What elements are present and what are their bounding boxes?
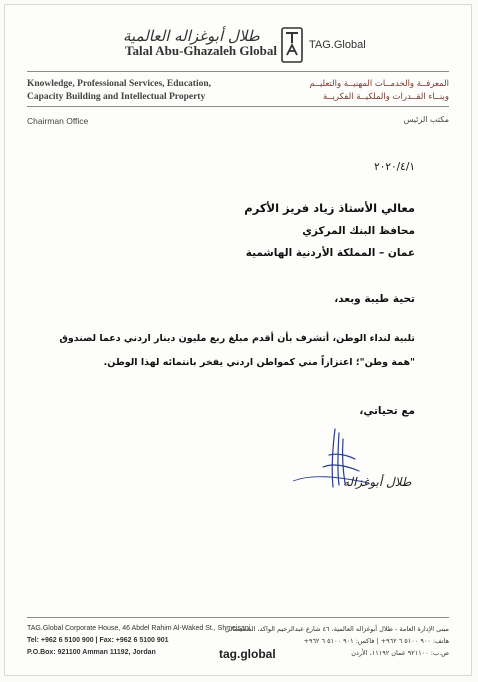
body-line: "همة وطن"؛ اعتزازاً مني كمواطن اردني يفخر بانتمائه لهذا الوطن. xyxy=(103,357,415,368)
signature-name: طلال أبوغزاله xyxy=(343,475,412,489)
tagline-arabic-line: المعرفــة والخدمــات المهنيــة والتعليــم xyxy=(309,79,449,89)
office-label-arabic: مكتب الرئيس xyxy=(403,115,449,124)
office-label: Chairman Office xyxy=(27,116,89,126)
greeting: تحية طيبة وبعد، xyxy=(334,293,415,305)
footer-divider xyxy=(27,617,449,618)
tagline-english-line: Capacity Building and Intellectual Property xyxy=(27,92,206,102)
letter-page xyxy=(4,4,472,676)
brand-name: Talal Abu-Ghazaleh Global xyxy=(125,43,277,58)
footer-pobox: P.O.Box: 921100 Amman 11192, Jordan xyxy=(27,649,156,656)
logo-wordmark: TAG.Global xyxy=(309,39,366,51)
tagline-arabic xyxy=(239,78,449,104)
footer-address: TAG.Global Corporate House, 46 Abdel Rahim Al-Waked St., Shmeisani xyxy=(27,625,251,632)
signature-scribble xyxy=(273,425,383,505)
recipient-title: محافظ البنك المركزي xyxy=(302,225,415,237)
footer-phone: Tel: +962 6 5100 900 | Fax: +962 6 5100 901 xyxy=(27,637,169,644)
letter-date: ٢٠٢٠/٤/١ xyxy=(374,161,415,173)
tag-logo-icon xyxy=(281,27,303,63)
recipient-location: عمان – المملكة الأردنية الهاشمية xyxy=(245,247,415,259)
footer-pobox-arabic: ص.ب: ٩٢١١٠٠ عمان ١١١٩٢، الأردن xyxy=(351,649,449,657)
closing: مع تحياتي، xyxy=(359,405,415,417)
body-line: تلبية لنداء الوطن، أتشرف بأن أقدم مبلغ ربع مليون دينار اردني دعما لصندوق xyxy=(59,333,415,344)
tagline-arabic-line: وبنــاء القــدرات والملكيــة الفكريــة xyxy=(323,92,449,102)
tagline-english-line: Knowledge, Professional Services, Education, xyxy=(27,79,212,89)
header-divider xyxy=(27,106,449,107)
tagline-english xyxy=(27,78,247,104)
website-link[interactable]: tag.global xyxy=(219,647,276,661)
recipient-name: معالي الأستاذ زياد فريز الأكرم xyxy=(244,201,415,215)
footer-address-arabic: مبنى الإدارة العامة - طلال أبوغزاله العالمية، ٤٦ شارع عبدالرحيم الواكد، الشميساني xyxy=(225,625,449,633)
footer-phone-arabic: هاتف: ٩٠٠ ٥١٠٠ ٦ ٩٦٢+ | فاكس: ٩٠١ ٥١٠٠ ٦ ٩٦٢+ xyxy=(303,637,449,645)
brand-name-arabic: طلال أبوغزاله العالمية xyxy=(123,27,260,45)
header-divider xyxy=(27,71,449,72)
